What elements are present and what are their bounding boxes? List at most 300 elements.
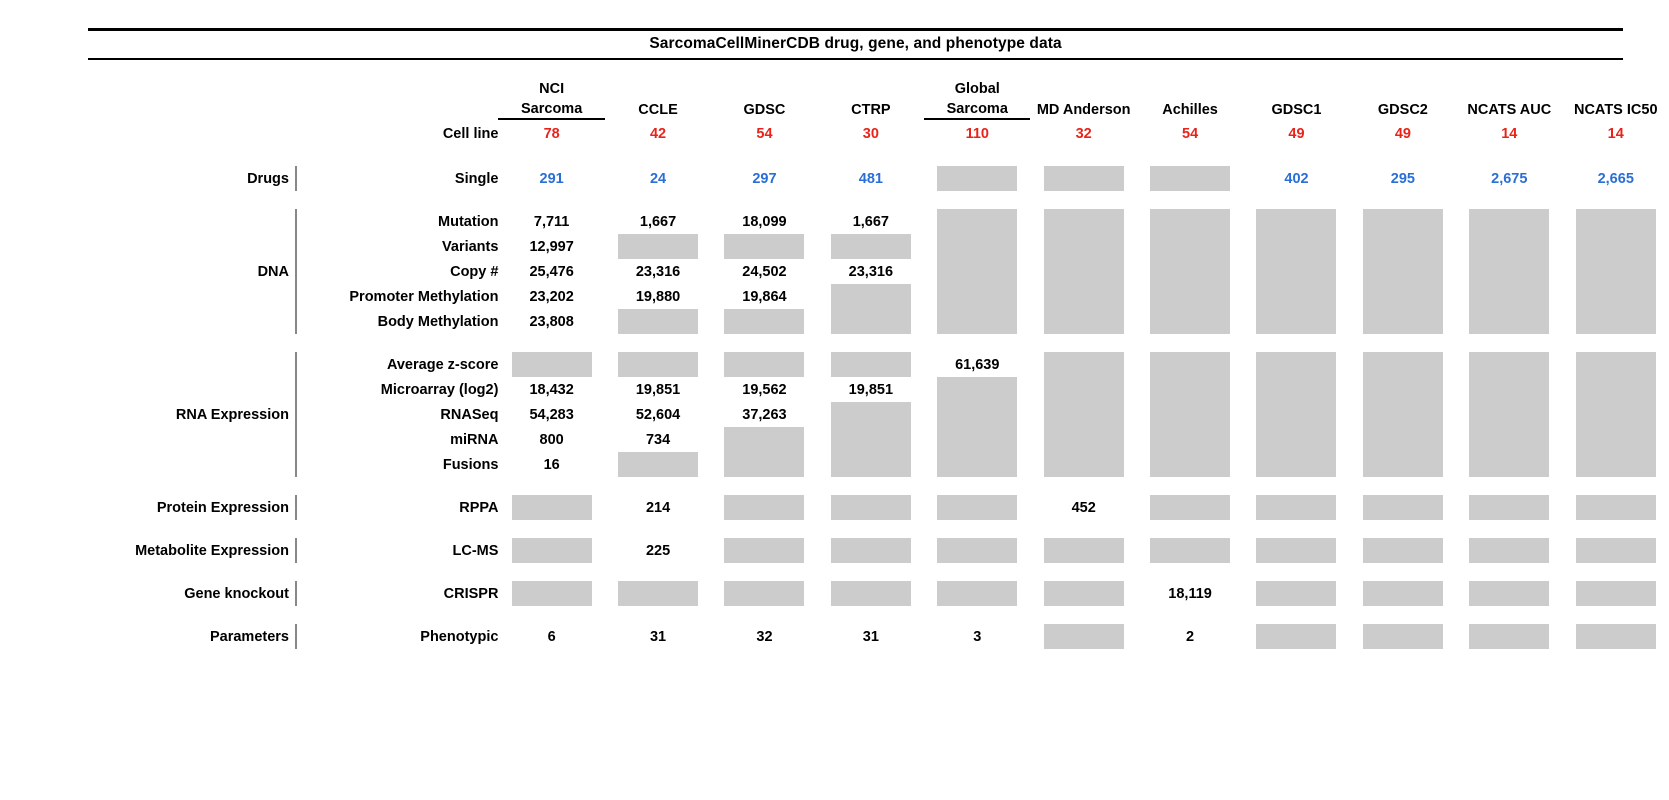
data-cell-2-3-9: [1350, 259, 1456, 284]
value-text: 19,851: [848, 381, 894, 398]
data-cell-3-4-8: [1243, 427, 1349, 452]
empty-block: [937, 581, 1017, 606]
empty-block: [724, 538, 804, 563]
data-cell-7-1-10: [1456, 624, 1562, 649]
data-cell-2-1-8: [1243, 209, 1349, 234]
column-header-8: [1243, 80, 1349, 119]
empty-block: [512, 538, 592, 563]
data-cell-2-4-9: [1350, 284, 1456, 309]
data-cell-7-1-4: [818, 624, 924, 649]
data-cell-2-3-7: [1137, 259, 1243, 284]
data-cell-2-1-4: [818, 209, 924, 234]
empty-block: [1256, 309, 1336, 334]
row-label-5-1: LC-MS: [452, 542, 499, 559]
vertical-bar: [295, 352, 297, 477]
empty-block: [1256, 352, 1336, 377]
data-cell-6-1-1: [498, 581, 604, 606]
group-label-3: RNA Expression: [175, 406, 289, 423]
data-cell-1-1-2: [605, 166, 711, 191]
empty-block: [1576, 352, 1656, 377]
data-cell-5-1-1: [498, 538, 604, 563]
value-text: 18,099: [742, 213, 787, 230]
empty-block: [937, 166, 1017, 191]
value-text: 3: [973, 628, 982, 645]
data-cell-3-2-7: [1137, 377, 1243, 402]
column-header-label-1: Sarcoma: [521, 101, 583, 117]
column-header-super-9: [1350, 81, 1456, 101]
data-cell-6-1-4: [818, 581, 924, 606]
cell-line-group-blank: [0, 119, 289, 148]
row-label-2-5: Body Methylation: [377, 313, 499, 330]
data-cell-2-3-6: [1030, 259, 1136, 284]
data-cell-2-4-6: [1030, 284, 1136, 309]
data-cell-3-3-3: [711, 402, 817, 427]
data-cell-3-5-9: [1350, 452, 1456, 477]
data-cell-5-1-9: [1350, 538, 1456, 563]
empty-block: [831, 284, 911, 309]
empty-block: [1576, 284, 1656, 309]
data-cell-7-1-1: [498, 624, 604, 649]
table-row: [0, 495, 1669, 520]
value-text: 24,502: [742, 263, 787, 280]
data-cell-5-1-3: [711, 538, 817, 563]
data-cell-2-5-11: [1563, 309, 1669, 334]
data-cell-2-1-3: [711, 209, 817, 234]
empty-block: [1044, 209, 1124, 234]
empty-block: [1576, 581, 1656, 606]
cell-line-value-4: [818, 119, 924, 148]
value-text: 19,851: [635, 381, 681, 398]
empty-block: [1256, 209, 1336, 234]
data-cell-2-5-10: [1456, 309, 1562, 334]
cell-line-value-7: [1137, 119, 1243, 148]
vertical-bar: [295, 209, 297, 334]
data-cell-3-3-8: [1243, 402, 1349, 427]
column-header-label-5: Sarcoma: [946, 101, 1008, 117]
empty-block: [831, 309, 911, 334]
empty-block: [1363, 259, 1443, 284]
data-cell-3-4-10: [1456, 427, 1562, 452]
row-label-2-4: Promoter Methylation: [349, 288, 499, 305]
row-label-3-1: Average z-score: [386, 356, 499, 373]
empty-block: [1150, 402, 1230, 427]
data-cell-4-1-2: [605, 495, 711, 520]
empty-block: [1150, 427, 1230, 452]
column-header-super-11: [1563, 81, 1669, 101]
column-header-super-3: [711, 81, 817, 101]
group-label-2: DNA: [257, 263, 289, 280]
column-header-super-5: Global: [954, 81, 1000, 97]
data-cell-3-5-11: [1563, 452, 1669, 477]
empty-block: [1469, 624, 1549, 649]
group-gap: [0, 563, 1669, 581]
empty-block: [831, 352, 911, 377]
empty-block: [1256, 495, 1336, 520]
row-label-1-1: Single: [454, 170, 499, 187]
data-cell-4-1-8: [1243, 495, 1349, 520]
row-label-2-3: Copy #: [450, 263, 499, 280]
value-text: 1,667: [852, 213, 889, 230]
value-text: 23,316: [848, 263, 894, 280]
value-text: 225: [645, 542, 671, 559]
data-cell-2-5-5: [924, 309, 1030, 334]
data-cell-6-1-7: [1137, 581, 1243, 606]
empty-block: [1363, 209, 1443, 234]
cell-line-value-5: [924, 119, 1030, 148]
empty-block: [1363, 352, 1443, 377]
data-cell-1-1-8: [1243, 166, 1349, 191]
cell-line-bar-blank: [289, 119, 302, 148]
empty-block: [831, 427, 911, 452]
data-cell-4-1-1: [498, 495, 604, 520]
empty-block: [1256, 234, 1336, 259]
data-cell-2-1-1: [498, 209, 604, 234]
column-header-label-4: CTRP: [851, 101, 891, 118]
data-matrix-table: [0, 80, 1669, 649]
cell-line-value-8: [1243, 119, 1349, 148]
data-cell-4-1-6: [1030, 495, 1136, 520]
empty-block: [618, 352, 698, 377]
column-header-row: [0, 80, 1669, 119]
empty-block: [724, 581, 804, 606]
table-row: [0, 624, 1669, 649]
data-cell-2-2-10: [1456, 234, 1562, 259]
vertical-bar: [295, 624, 297, 649]
value-text: 32: [1075, 125, 1092, 142]
empty-block: [937, 377, 1017, 402]
data-cell-3-3-6: [1030, 402, 1136, 427]
data-cell-3-3-10: [1456, 402, 1562, 427]
data-cell-3-2-9: [1350, 377, 1456, 402]
empty-block: [1150, 166, 1230, 191]
table-row: [0, 166, 1669, 191]
data-cell-3-2-10: [1456, 377, 1562, 402]
group-separator-bar: [289, 538, 302, 563]
empty-block: [1363, 402, 1443, 427]
value-text: 25,476: [529, 263, 574, 280]
value-text: 734: [645, 431, 671, 448]
data-cell-5-1-11: [1563, 538, 1669, 563]
empty-block: [724, 427, 804, 452]
value-text: 37,263: [742, 406, 787, 423]
data-cell-2-4-8: [1243, 284, 1349, 309]
data-cell-3-5-5: [924, 452, 1030, 477]
data-cell-2-5-6: [1030, 309, 1136, 334]
row-label-3-2: Microarray (log2): [380, 381, 499, 398]
header-corner-row: [302, 80, 498, 119]
row-label-3-5: Fusions: [442, 456, 499, 473]
column-header-super-10: [1456, 81, 1562, 101]
value-text: 1,667: [639, 213, 677, 230]
empty-block: [1044, 538, 1124, 563]
data-cell-3-4-5: [924, 427, 1030, 452]
value-text: 42: [649, 125, 667, 142]
title-rule-bottom: [88, 58, 1623, 60]
data-cell-3-3-5: [924, 402, 1030, 427]
value-text: 78: [543, 126, 560, 142]
data-cell-2-3-5: [924, 259, 1030, 284]
data-cell-4-1-11: [1563, 495, 1669, 520]
data-cell-2-2-4: [818, 234, 924, 259]
value-text: 18,432: [529, 381, 574, 398]
data-cell-6-1-9: [1350, 581, 1456, 606]
empty-block: [1044, 427, 1124, 452]
data-cell-2-5-2: [605, 309, 711, 334]
data-cell-3-1-10: [1456, 352, 1562, 377]
data-cell-1-1-7: [1137, 166, 1243, 191]
empty-block: [1150, 309, 1230, 334]
data-cell-2-3-10: [1456, 259, 1562, 284]
row-label-3-3: RNASeq: [440, 406, 499, 423]
column-header-super-7: [1137, 81, 1243, 101]
empty-block: [1576, 538, 1656, 563]
empty-block: [937, 259, 1017, 284]
group-label-6: Gene knockout: [184, 585, 289, 602]
data-cell-2-1-5: [924, 209, 1030, 234]
empty-block: [1469, 538, 1549, 563]
data-cell-3-5-7: [1137, 452, 1243, 477]
data-cell-3-2-1: [498, 377, 604, 402]
group-gap: [0, 148, 1669, 166]
empty-block: [618, 234, 698, 259]
empty-block: [1044, 452, 1124, 477]
data-cell-3-5-3: [711, 452, 817, 477]
empty-block: [831, 538, 911, 563]
data-cell-3-1-1: [498, 352, 604, 377]
column-header-super-4: [818, 81, 924, 101]
data-cell-7-1-8: [1243, 624, 1349, 649]
column-header-10: [1456, 80, 1562, 119]
value-text: 110: [965, 126, 989, 142]
cell-line-value-10: [1456, 119, 1562, 148]
column-header-1: [498, 80, 604, 119]
group-label-5: Metabolite Expression: [135, 542, 289, 559]
value-text: 19,880: [635, 288, 681, 305]
empty-block: [1469, 352, 1549, 377]
empty-block: [1363, 538, 1443, 563]
cell-line-value-1: [498, 119, 604, 148]
data-cell-2-4-11: [1563, 284, 1669, 309]
vertical-bar: [295, 581, 297, 606]
empty-block: [1150, 538, 1230, 563]
data-cell-3-3-4: [818, 402, 924, 427]
data-cell-2-1-2: [605, 209, 711, 234]
cell-line-value-2: [605, 119, 711, 148]
empty-block: [1256, 452, 1336, 477]
empty-block: [512, 352, 592, 377]
empty-block: [1256, 377, 1336, 402]
data-cell-6-1-8: [1243, 581, 1349, 606]
data-cell-1-1-6: [1030, 166, 1136, 191]
data-cell-2-5-4: [818, 309, 924, 334]
data-cell-3-4-7: [1137, 427, 1243, 452]
cell-line-value-9: [1350, 119, 1456, 148]
data-cell-2-2-6: [1030, 234, 1136, 259]
empty-block: [937, 234, 1017, 259]
group-separator-bar: [289, 495, 302, 520]
data-cell-2-4-10: [1456, 284, 1562, 309]
empty-block: [1469, 209, 1549, 234]
empty-block: [1363, 495, 1443, 520]
cell-line-label: Cell line: [442, 125, 499, 142]
column-header-6: [1030, 80, 1136, 119]
empty-block: [1576, 209, 1656, 234]
data-cell-3-2-5: [924, 377, 1030, 402]
value-text: 297: [752, 170, 777, 187]
empty-block: [1044, 377, 1124, 402]
row-label-2-2: Variants: [442, 238, 499, 255]
empty-block: [831, 402, 911, 427]
data-cell-6-1-2: [605, 581, 711, 606]
data-cell-2-4-1: [498, 284, 604, 309]
empty-block: [1150, 452, 1230, 477]
empty-block: [1150, 352, 1230, 377]
empty-block: [1469, 309, 1549, 334]
vertical-bar: [295, 495, 297, 520]
value-text: 14: [1501, 125, 1518, 142]
empty-block: [1469, 581, 1549, 606]
group-label-7: Parameters: [209, 628, 289, 645]
column-header-2: [605, 80, 711, 119]
empty-block: [937, 309, 1017, 334]
value-text: 31: [862, 628, 879, 645]
data-cell-2-2-11: [1563, 234, 1669, 259]
group-separator-bar: [289, 581, 302, 606]
row-label-6-1: CRISPR: [443, 585, 499, 602]
data-cell-2-2-5: [924, 234, 1030, 259]
column-header-4: [818, 80, 924, 119]
empty-block: [831, 452, 911, 477]
empty-block: [1363, 234, 1443, 259]
column-header-super-1: NCI: [539, 81, 565, 97]
column-header-label-8: GDSC1: [1271, 101, 1322, 118]
figure-title-block: [88, 28, 1623, 60]
empty-block: [618, 581, 698, 606]
column-header-super-2: [605, 81, 711, 101]
data-cell-7-1-3: [711, 624, 817, 649]
header-corner-bar: [289, 80, 302, 119]
empty-block: [1469, 259, 1549, 284]
data-cell-4-1-3: [711, 495, 817, 520]
data-cell-2-2-2: [605, 234, 711, 259]
data-cell-7-1-2: [605, 624, 711, 649]
data-cell-3-4-6: [1030, 427, 1136, 452]
row-label-7-1: Phenotypic: [420, 628, 499, 645]
value-text: 16: [543, 456, 560, 473]
column-header-label-11: NCATS IC50: [1573, 101, 1658, 118]
column-header-label-7: Achilles: [1162, 101, 1218, 118]
data-cell-2-3-11: [1563, 259, 1669, 284]
empty-block: [1150, 495, 1230, 520]
empty-block: [1150, 259, 1230, 284]
empty-block: [1150, 377, 1230, 402]
empty-block: [1256, 284, 1336, 309]
figure-title: SarcomaCellMinerCDB drug, gene, and phenotype data: [649, 35, 1062, 52]
value-text: 2: [1186, 628, 1195, 645]
empty-block: [1044, 166, 1124, 191]
empty-block: [1576, 377, 1656, 402]
cell-line-row: [0, 119, 1669, 148]
data-cell-6-1-5: [924, 581, 1030, 606]
value-text: 19,562: [742, 381, 787, 398]
data-cell-2-1-10: [1456, 209, 1562, 234]
data-cell-2-5-3: [711, 309, 817, 334]
empty-block: [1576, 234, 1656, 259]
data-cell-3-4-3: [711, 427, 817, 452]
empty-block: [618, 309, 698, 334]
value-text: 54: [1182, 125, 1199, 142]
empty-block: [1363, 427, 1443, 452]
empty-block: [937, 495, 1017, 520]
empty-block: [1576, 427, 1656, 452]
data-cell-2-3-2: [605, 259, 711, 284]
data-cell-5-1-6: [1030, 538, 1136, 563]
empty-block: [1256, 581, 1336, 606]
value-text: 23,202: [529, 288, 574, 305]
data-cell-3-2-4: [818, 377, 924, 402]
data-cell-3-5-10: [1456, 452, 1562, 477]
empty-block: [512, 581, 592, 606]
data-cell-2-1-9: [1350, 209, 1456, 234]
data-cell-3-1-3: [711, 352, 817, 377]
column-header-11: [1563, 80, 1669, 119]
empty-block: [1044, 402, 1124, 427]
empty-block: [1469, 284, 1549, 309]
data-cell-5-1-5: [924, 538, 1030, 563]
empty-block: [1469, 452, 1549, 477]
value-text: 24: [649, 170, 667, 187]
value-text: 18,119: [1168, 585, 1212, 602]
data-cell-2-4-3: [711, 284, 817, 309]
data-cell-3-4-2: [605, 427, 711, 452]
value-text: 52,604: [635, 406, 681, 423]
table-row: [0, 352, 1669, 377]
empty-block: [1363, 452, 1443, 477]
data-cell-2-4-2: [605, 284, 711, 309]
empty-block: [618, 452, 698, 477]
empty-block: [937, 209, 1017, 234]
group-gap: [0, 191, 1669, 209]
empty-block: [1363, 377, 1443, 402]
data-cell-3-5-8: [1243, 452, 1349, 477]
empty-block: [1469, 377, 1549, 402]
data-cell-2-1-11: [1563, 209, 1669, 234]
empty-block: [1044, 234, 1124, 259]
empty-block: [1256, 624, 1336, 649]
empty-block: [937, 452, 1017, 477]
empty-block: [1256, 538, 1336, 563]
group-separator-bar: [289, 209, 302, 334]
empty-block: [724, 352, 804, 377]
data-cell-5-1-8: [1243, 538, 1349, 563]
empty-block: [1576, 402, 1656, 427]
empty-block: [724, 309, 804, 334]
column-header-label-9: GDSC2: [1377, 101, 1428, 118]
data-cell-2-4-7: [1137, 284, 1243, 309]
table-row: [0, 581, 1669, 606]
empty-block: [1363, 624, 1443, 649]
value-text: 23,316: [635, 263, 681, 280]
data-cell-5-1-7: [1137, 538, 1243, 563]
row-label-2-1: Mutation: [438, 213, 499, 230]
table-row: [0, 538, 1669, 563]
empty-block: [1576, 495, 1656, 520]
empty-block: [724, 495, 804, 520]
empty-block: [1044, 581, 1124, 606]
empty-block: [1469, 402, 1549, 427]
value-text: 452: [1071, 499, 1096, 516]
empty-block: [1150, 284, 1230, 309]
